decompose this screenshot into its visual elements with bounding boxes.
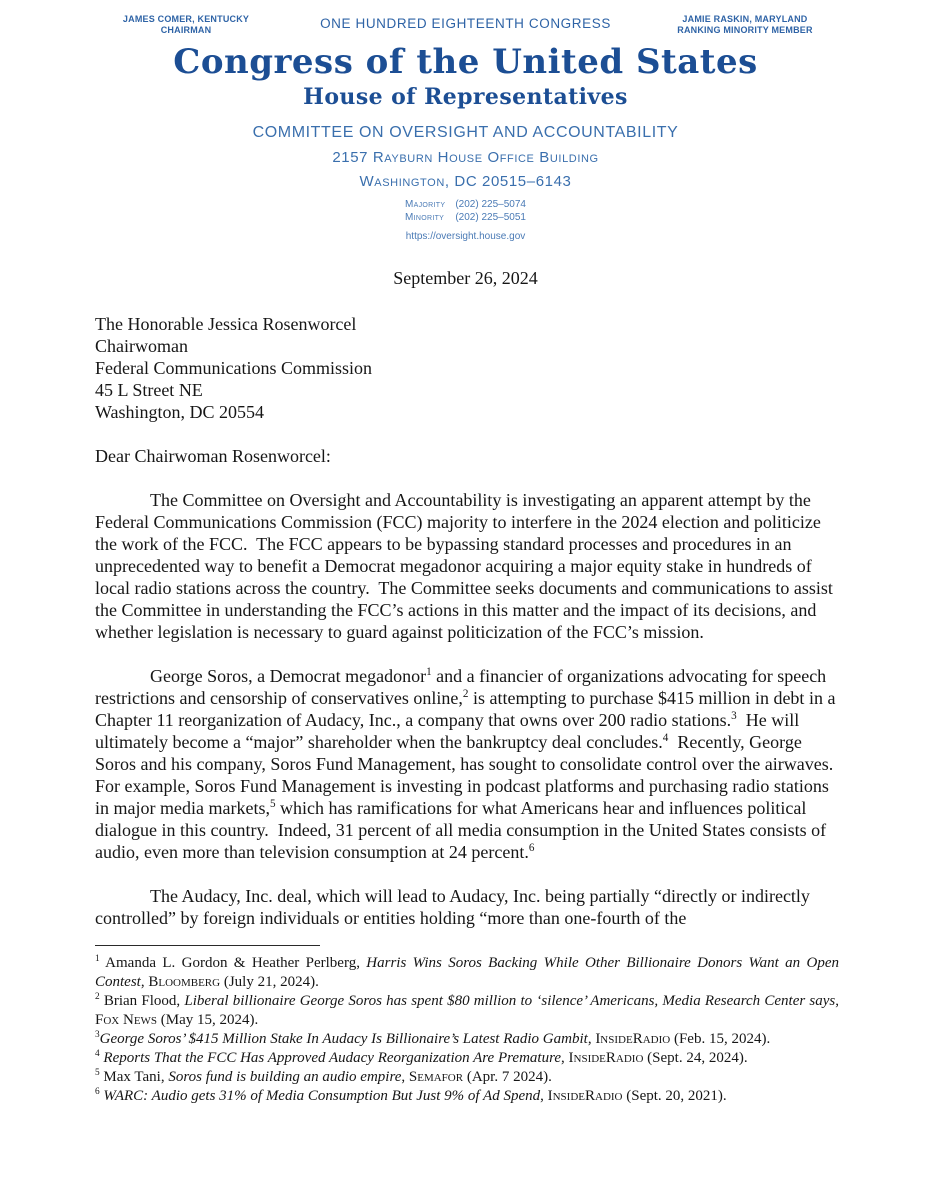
majority-phone-number: (202) 225–5074 xyxy=(455,199,526,210)
chairman-name: JAMES COMER, KENTUCKY xyxy=(122,14,250,24)
minority-phone-label: Minority xyxy=(405,212,445,223)
chairman-title: CHAIRMAN xyxy=(160,25,212,35)
minority-phone-number: (202) 225–5051 xyxy=(455,212,526,223)
footnote-2: $^2$ Brian Flood, Liberal billionaire George Soros has spent $80 million to ‘silence’ Americans, Media Research Center says, Fox News (May 15, 2024). xyxy=(95,992,843,1028)
footnote-6: $^6$ WARC: Audio gets 31% of Media Consumption But Just 9% of Ad Spend, InsideRadio (Sept. 20, 2021). xyxy=(95,1087,727,1104)
house-title: House of Representatives xyxy=(303,84,628,110)
congress-title: Congress of the United States xyxy=(173,42,758,82)
ranking-member-block xyxy=(611,14,879,36)
recipient-address xyxy=(95,313,836,423)
committee-address-city: Washington, DC 20515–6143 xyxy=(359,173,572,190)
committee-phones xyxy=(405,199,526,224)
letterhead-top-row xyxy=(0,12,931,36)
letter-paragraph-1: The Committee on Oversight and Accountability is investigating an apparent attempt by the Federal Communications Commission (FCC) majority to interfere in the 2024 election and politicize the work of the FCC. The FCC appears to be bypassing standard processes and procedures in an unprecedented way to benefit a Democrat megadonor acquiring a major equity stake in hundreds of local radio stations across the country. The Committee seeks documents and communications to assist the Committee in understanding the FCC’s actions in this matter and the impact of its decisions, and whether legislation is necessary to guard against politicization of the FCC’s mission. xyxy=(95,490,838,642)
salutation: Dear Chairwoman Rosenworcel: xyxy=(95,446,331,466)
recipient-name: The Honorable Jessica Rosenworcel xyxy=(95,314,357,334)
recipient-street: 45 L Street NE xyxy=(95,380,203,400)
date-line: September 26, 2024 xyxy=(393,268,538,288)
footnote-5: $^5$ Max Tani, Soros fund is building an audio empire, Semafor (Apr. 7 2024). xyxy=(95,1068,552,1085)
footnote-1: $^1$ Amanda L. Gordon & Heather Perlberg, Harris Wins Soros Backing While Other Billionaire Donors Want an Open Contest, Bloomberg (July 21, 2024). xyxy=(95,954,843,990)
committee-website-url: https://oversight.house.gov xyxy=(405,231,526,242)
chairman-block xyxy=(52,14,320,36)
committee-address-building: 2157 Rayburn House Office Building xyxy=(332,149,599,166)
ranking-member-title: RANKING MINORITY MEMBER xyxy=(677,25,813,35)
footnote-4: $^4$ Reports That the FCC Has Approved Audacy Reorganization Are Premature, InsideRadio (Sept. 24, 2024). xyxy=(95,1049,748,1066)
letter-paragraph-2: George Soros, a Democrat megadonor$^1$ and a financier of organizations advocating for speech restrictions and censorship of conservatives online,$^2$ is attempting to purchase $415 million in debt in a Chapter 11 reorganization of Audacy, Inc., a company that owns over 200 radio stations.$^3$ He will ultimately become a “major” shareholder when the bankruptcy deal concludes.$^4$ Recently, George Soros and his company, Soros Fund Management, has sought to consolidate control over the airwaves. For example, Soros Fund Management is investing in podcast platforms and purchasing radio stations in major media markets,$^5$ which has ramifications for what Americans hear and influences political dialogue in this country. Indeed, 31 percent of all media consumption in the United States consists of audio, even more than television consumption at 24 percent.$^6$ xyxy=(95,666,843,862)
majority-phone-label: Majority xyxy=(405,199,446,210)
congress-session-line: ONE HUNDRED EIGHTEENTH CONGRESS xyxy=(320,16,611,31)
letter-paragraph-3: The Audacy, Inc. deal, which will lead to Audacy, Inc. being partially “directly or indirectly controlled” by foreign individuals or entities holding “more than one-fourth of the xyxy=(95,886,815,928)
recipient-city: Washington, DC 20554 xyxy=(95,402,265,422)
recipient-title: Chairwoman xyxy=(95,336,188,356)
letter-body xyxy=(0,267,931,929)
committee-name: COMMITTEE ON OVERSIGHT AND ACCOUNTABILITY xyxy=(252,124,679,141)
ranking-member-name: JAMIE RASKIN, MARYLAND xyxy=(682,14,808,24)
recipient-agency: Federal Communications Commission xyxy=(95,358,372,378)
letterhead xyxy=(0,0,931,243)
footnote-3: $^3$George Soros’ $415 Million Stake In Audacy Is Billionaire’s Latest Radio Gambit, InsideRadio (Feb. 15, 2024). xyxy=(95,1030,771,1047)
footnotes xyxy=(0,946,931,1106)
